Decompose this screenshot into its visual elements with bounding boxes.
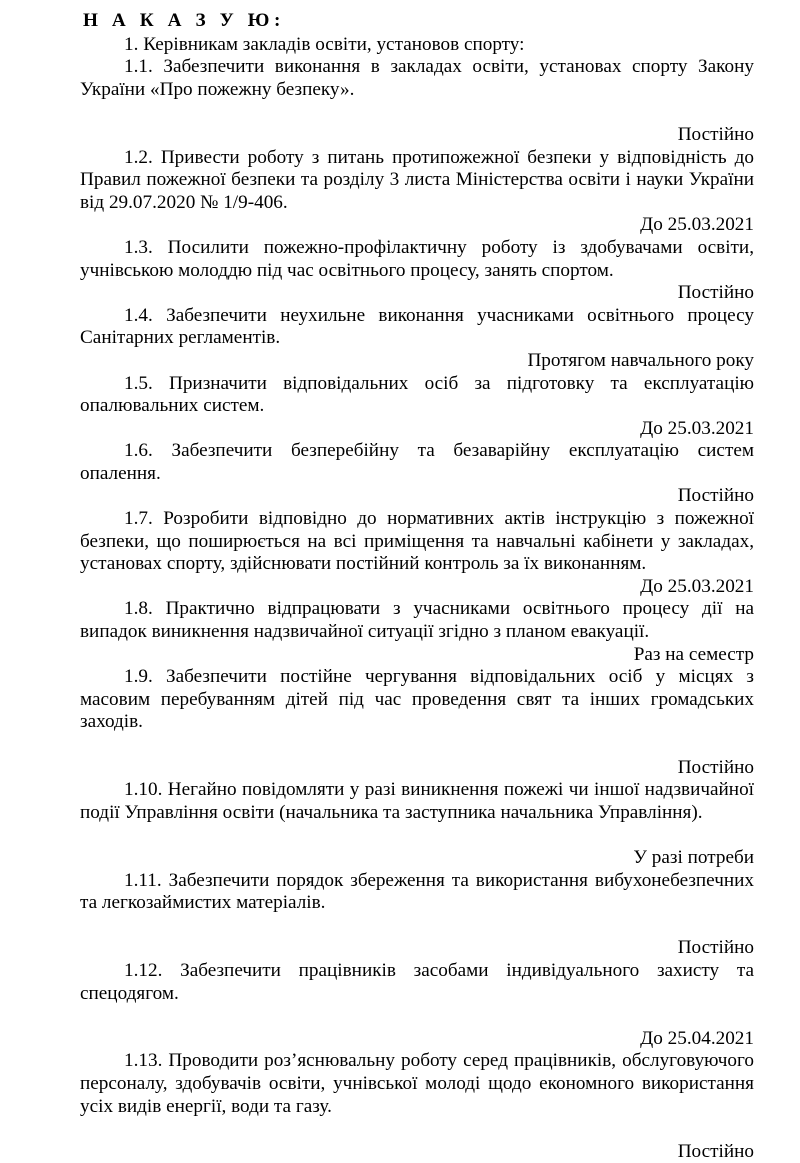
item-1-1-text: 1.1. Забезпечити виконання в закладах освіти, установах спорту Закону України «Про пожежну безпеку». [80,56,754,100]
document-page [80,10,754,1163]
spacer [80,1118,754,1141]
item-1-10-term: У разі потреби [633,846,754,868]
item-1-13-text: 1.13. Проводити роз’яснювальну роботу серед працівників, обслуговуючого персоналу, здобувачів освіти, учнівської молоді щодо економного використання усіх видів енергії, води та газу. [80,1050,754,1117]
order-intro: 1. Керівникам закладів освіти, установов спорту: [124,33,525,55]
item-1-12-term: До 25.04.2021 [640,1027,754,1049]
item-1-10-text: 1.10. Негайно повідомляти у разі виникнення пожежі чи іншої надзвичайної події Управління освіти (начальника та заступника начальника Управління). [80,779,754,823]
item-1-11-term: Постійно [677,937,754,959]
item-1-7-term: До 25.03.2021 [640,575,754,597]
item-1-7-text: 1.7. Розробити відповідно до нормативних актів інструкцію з пожежної безпеки, що поширюється на всі приміщення та навчальні кабінети у закладах, установах спорту, здійснювати постійний контроль за їх виконанням. [80,508,754,575]
item-1-4-text: 1.4. Забезпечити неухильне виконання учасниками освітнього процесу Санітарних регламентів. [80,304,754,349]
spacer [80,734,754,757]
order-heading: Н А К А З У Ю: [83,10,285,31]
item-1-2-term: До 25.03.2021 [640,214,754,236]
spacer [80,824,754,847]
item-1-4-term: Протягом навчального року [527,349,754,371]
spacer [80,1005,754,1028]
item-1-8-text: 1.8. Практично відпрацювати з учасниками освітнього процесу дії на випадок виникнення надзвичайної ситуації згідно з планом евакуації. [80,598,754,643]
item-1-8-term: Раз на семестр [633,643,754,665]
spacer [80,101,754,124]
item-1-3-text: 1.3. Посилити пожежно-профілактичну роботу із здобувачами освіти, учнівською молоддю під час освітнього процесу, занять спортом. [80,236,754,281]
item-1-5-text: 1.5. Призначити відповідальних осіб за підготовку та експлуатацію опалювальних систем. [80,372,754,417]
item-1-9-term: Постійно [677,756,754,778]
item-1-13-term: Постійно [677,1140,754,1162]
item-1-2-text: 1.2. Привести роботу з питань протипожежної безпеки у відповідність до Правил пожежної безпеки та розділу 3 листа Міністерства освіти і науки України від 29.07.2020 № 1/9-406. [80,146,754,213]
item-1-12-text: 1.12. Забезпечити працівників засобами індивідуального захисту та спецодягом. [80,959,754,1004]
item-1-11-text: 1.11. Забезпечити порядок збереження та використання вибухонебезпечних та легкозаймистих матеріалів. [80,869,754,914]
spacer [80,915,754,938]
item-1-6-text: 1.6. Забезпечити безперебійну та безаварійну експлуатацію систем опалення. [80,440,754,484]
item-1-1-term: Постійно [677,123,754,145]
item-1-3-term: Постійно [677,282,754,304]
item-1-5-term: До 25.03.2021 [640,417,754,439]
item-1-9-text: 1.9. Забезпечити постійне чергування відповідальних осіб у місцях з масовим перебуванням дітей під час проведення свят та інших громадських заходів. [80,666,754,733]
item-1-6-term: Постійно [677,485,754,507]
